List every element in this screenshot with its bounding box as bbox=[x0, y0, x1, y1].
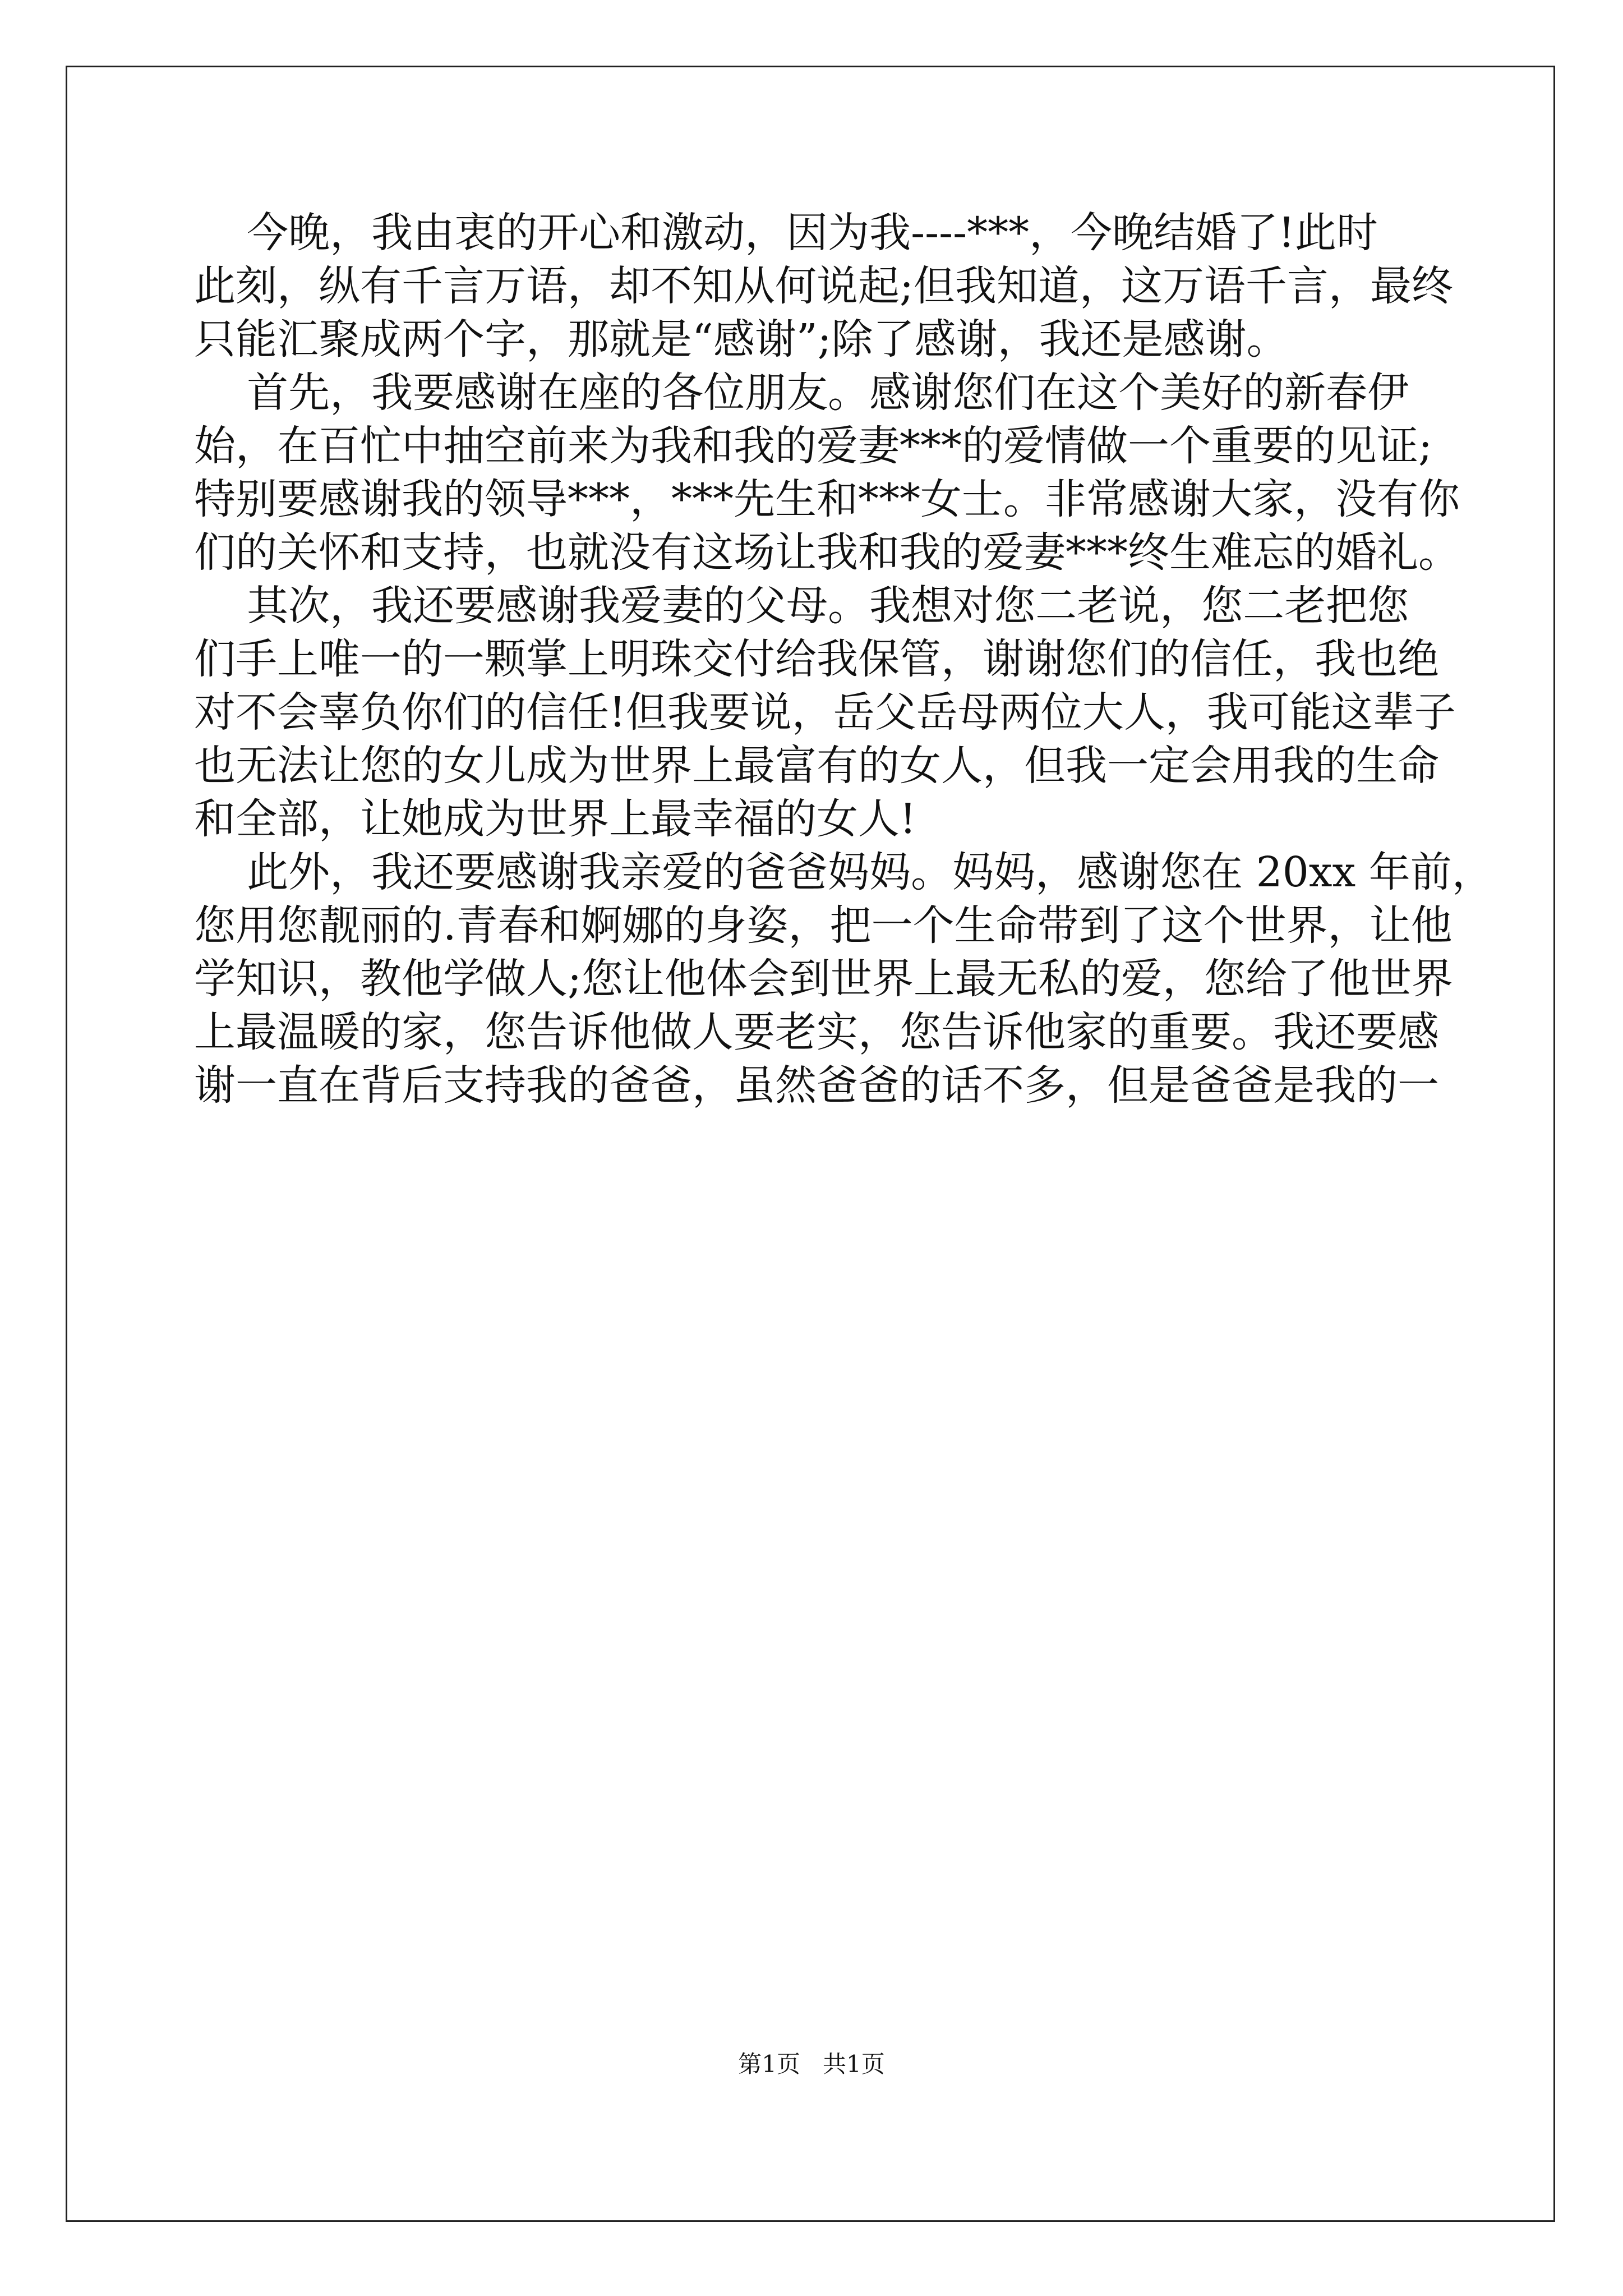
paragraph-line: 也无法让您的女儿成为世界上最富有的女人，但我一定会用我的生命 bbox=[194, 742, 1439, 790]
paragraph-line: 对不会辜负你们的信任!但我要说，岳父岳母两位大人，我可能这辈子 bbox=[194, 688, 1456, 737]
paragraph-line: 其次，我还要感谢我爱妻的父母。我想对您二老说，您二老把您 bbox=[194, 582, 1409, 630]
paragraph-line: 谢一直在背后支持我的爸爸，虽然爸爸的话不多，但是爸爸是我的一 bbox=[194, 1061, 1439, 1110]
paragraph-line: 此外，我还要感谢我亲爱的爸爸妈妈。妈妈，感谢您在 20xx 年前， bbox=[194, 848, 1493, 896]
paragraph-line: 特别要感谢我的领导***，***先生和***女士。非常感谢大家，没有你 bbox=[194, 475, 1460, 523]
paragraph-line: 今晚，我由衷的开心和激动，因为我----***，今晚结婚了!此时 bbox=[194, 209, 1378, 257]
paragraph-line: 只能汇聚成两个字，那就是“感谢”;除了感谢，我还是感谢。 bbox=[194, 315, 1288, 364]
paragraph-line: 和全部，让她成为世界上最幸福的女人! bbox=[194, 795, 916, 843]
paragraph-line: 始，在百忙中抽空前来为我和我的爱妻***的爱情做一个重要的见证; bbox=[194, 422, 1432, 470]
paragraph-line: 您用您靓丽的.青春和婀娜的身姿，把一个生命带到了这个世界，让他 bbox=[194, 901, 1453, 950]
paragraph-line: 此刻，纵有千言万语，却不知从何说起;但我知道，这万语千言，最终 bbox=[194, 262, 1453, 310]
paragraph-line: 们手上唯一的一颗掌上明珠交付给我保管，谢谢您们的信任，我也绝 bbox=[194, 635, 1439, 683]
paragraph-line: 们的关怀和支持，也就没有这场让我和我的爱妻***终生难忘的婚礼。 bbox=[194, 528, 1460, 577]
page-number-footer: 第1页 共1页 bbox=[738, 2050, 885, 2078]
paragraph-line: 学知识，教他学做人;您让他体会到世界上最无私的爱，您给了他世界 bbox=[194, 955, 1453, 1003]
paragraph-line: 上最温暖的家，您告诉他做人要老实，您告诉他家的重要。我还要感 bbox=[194, 1008, 1439, 1056]
document-body bbox=[194, 206, 1493, 1112]
paragraph-line: 首先，我要感谢在座的各位朋友。感谢您们在这个美好的新春伊 bbox=[194, 369, 1409, 417]
